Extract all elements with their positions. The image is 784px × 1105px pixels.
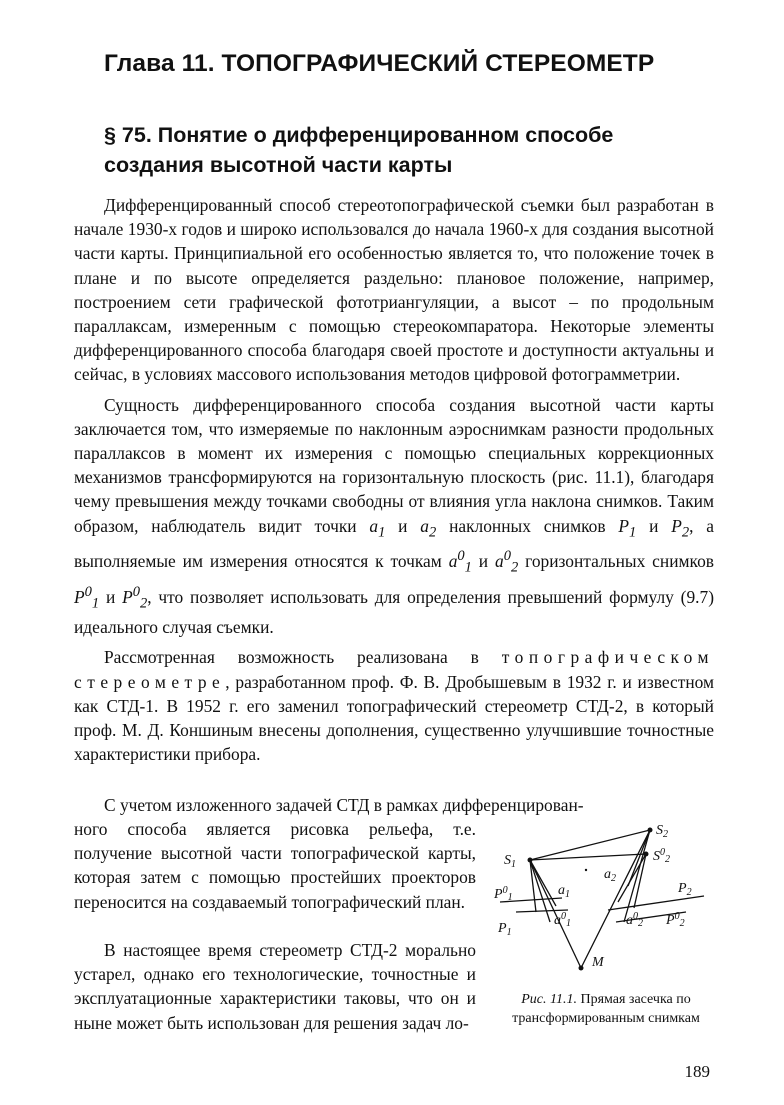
math-P02: $P^0_2$ (122, 583, 148, 612)
point-S02 (644, 852, 649, 857)
paragraph-4-rest: ного способа является рисовка рельефа, т.е. получение высотной части топографической карты, которая затем с помощью простейших проекторов переносится на создаваемый топографический план. (74, 819, 476, 912)
figure-direct-intersection (486, 820, 726, 990)
label-a02: $a^0_2$ (626, 911, 643, 929)
point-S2 (648, 828, 653, 833)
math-P01: $P^0_1$ (74, 583, 100, 612)
paragraph-1: Дифференцированный способ стереотопографической съемки был разработан в начале 1930-х годов и широко использовался до начала 1960-х для создания высотной части карты. Принципиальной его особенностью является то, что положение точек в плане и по высоте определяется раздельно: плановое положение, например, построением сети графической фототриангуляции, а высот – по продольным параллаксам, измеренным с помощью стереокомпаратора. Некоторые элементы дифференцированного способа благодаря своей простоте и доступности актуальны и сейчас, в условиях массового использования методов цифровой фотограмметрии. (74, 195, 714, 385)
math-a02: $a^0_2$ (495, 548, 519, 576)
paragraph-2: Сущность дифференцированного способа создания высотной части карты заключается том, что измеряемые по наклонным аэроснимкам разности продольных параллаксов в момент их измерения с помощью специальных коррекционных механизмов трансформируются на горизонтальную плоскость (рис. 11.1), благодаря чему превышения между точками свободны от влияния угла наклона снимков. Таким образом, наблюдатель видит точки $a_1$ и $a_2$ наклонных снимков $P_1$ и $P_2$, а выполняемые им измерения относятся к точкам $a^0_1$ и $a^0_2$ горизонтальных снимков $P^0_1$ и $P^0_2$, что позволяет использовать для определения превышений формулу (9.7) идеального случая съемки. (74, 394, 714, 638)
paragraph-3: Рассмотренная возможность реализована в топографическом стереометре, разработанном проф. Ф. В. Дробышевым в 1932 г. и известном как СТД-1. В 1952 г. его заменил топографический стереометр СТД-2, в который проф. М. Д. Коншиным внесены дополнения, существенно улучшившие точностные характеристики прибора. (74, 647, 714, 765)
paragraph-5: В настоящее время стереометр СТД-2 морально устарел, однако его технологические, точностные и эксплуатационные характеристики таковы, что он и ныне может быть использован для решения задач ло- (74, 940, 476, 1033)
section-title-line1: § 75. Понятие о дифференцированном способе (104, 123, 614, 147)
caption-text: Прямая засечка по трансформированным снимкам (512, 992, 700, 1026)
chapter-title: Глава 11. ТОПОГРАФИЧЕСКИЙ СТЕРЕОМЕТР (104, 50, 655, 77)
section-title-line2: создания высотной части карты (104, 153, 453, 177)
caption-label: Рис. 11.1. (521, 992, 577, 1007)
label-S2: $S_2$ (656, 823, 668, 840)
math-a2: $a_2$ (420, 515, 437, 541)
label-S1: $S_1$ (504, 853, 516, 870)
paragraph-4-first-line: С учетом изложенного задачей СТД в рамках дифференцирован- (104, 795, 584, 815)
page-number: 189 (684, 1062, 710, 1081)
section-title (104, 120, 744, 180)
label-a01: $a^0_1$ (554, 911, 571, 929)
point-dot (585, 869, 587, 871)
body-text (74, 193, 714, 774)
point-M (579, 966, 584, 971)
math-a01: $a^0_1$ (448, 548, 472, 576)
label-P1: $P_1$ (498, 921, 512, 938)
label-P2: $P_2$ (678, 881, 692, 898)
label-a1: $a_1$ (558, 883, 570, 900)
label-S02: $S^0_2$ (653, 847, 670, 865)
figure-caption (486, 990, 726, 1028)
math-a1: $a_1$ (369, 515, 386, 541)
point-S1 (528, 858, 533, 863)
math-P2: $P_2$ (671, 515, 690, 541)
spaced-term: топографическом стереометре (74, 647, 714, 692)
math-P1: $P_1$ (618, 515, 637, 541)
label-P01: $P^0_1$ (494, 885, 513, 903)
label-P02: $P^0_2$ (666, 911, 685, 929)
label-a2: $a_2$ (604, 867, 616, 884)
label-M: M (592, 955, 604, 970)
